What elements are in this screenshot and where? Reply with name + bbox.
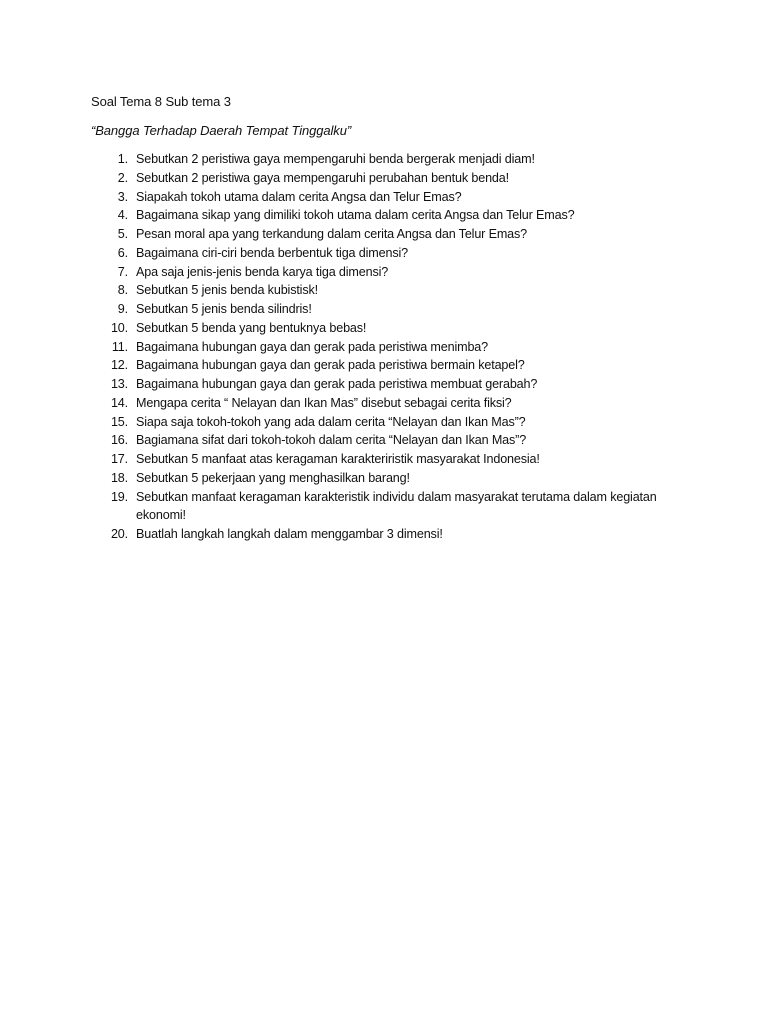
question-text: Buatlah langkah langkah dalam menggambar 3 dimensi! [136, 527, 443, 541]
question-number: 1. [117, 152, 128, 166]
question-text: Bagiamana sifat dari tokoh-tokoh dalam cerita “Nelayan dan Ikan Mas”? [136, 433, 527, 448]
question-text: Sebutkan manfaat keragaman karakteristik individu dalam masyarakat terutama dalam kegiatan ekonomi! [136, 489, 657, 523]
question-item [0, 413, 768, 432]
question-text: Sebutkan 5 jenis benda kubistisk! [136, 283, 318, 298]
question-text: Bagaimana sikap yang dimiliki tokoh utama dalam cerita Angsa dan Telur Emas? [136, 208, 575, 223]
question-number: 13. [110, 377, 128, 391]
question-item [0, 394, 768, 413]
question-item [0, 431, 768, 450]
question-number: 12. [110, 358, 128, 373]
question-text: Siapakah tokoh utama dalam cerita Angsa dan Telur Emas? [136, 189, 462, 204]
question-list [0, 150, 768, 544]
question-text: Sebutkan 5 benda yang bentuknya bebas! [136, 320, 367, 335]
question-item [0, 188, 768, 207]
question-number: 4. [117, 208, 128, 223]
question-text: Bagaimana hubungan gaya dan gerak pada peristiwa membuat gerabah? [136, 377, 538, 391]
question-item [0, 319, 768, 338]
question-item [0, 469, 768, 488]
question-number: 15. [110, 414, 128, 429]
question-number: 18. [110, 470, 128, 485]
question-item [0, 263, 768, 282]
question-text: Sebutkan 2 peristiwa gaya mempengaruhi benda bergerak menjadi diam! [136, 152, 535, 166]
question-number: 2. [117, 170, 128, 185]
question-text: Sebutkan 5 manfaat atas keragaman karakteriristik masyarakat Indonesia! [136, 452, 540, 466]
question-text: Bagaimana hubungan gaya dan gerak pada peristiwa bermain ketapel? [136, 358, 525, 373]
question-item [0, 450, 768, 469]
question-item [0, 169, 768, 188]
question-number: 20. [110, 527, 128, 541]
question-number: 7. [117, 264, 128, 279]
question-text: Mengapa cerita “ Nelayan dan Ikan Mas” disebut sebagai cerita fiksi? [136, 395, 512, 410]
question-item [0, 300, 768, 319]
question-number: 16. [110, 433, 128, 448]
question-number: 10. [110, 320, 128, 335]
question-item [0, 225, 768, 244]
question-item [0, 281, 768, 300]
question-number: 3. [117, 189, 128, 204]
question-item [0, 525, 768, 544]
question-text: Apa saja jenis-jenis benda karya tiga dimensi? [136, 264, 389, 279]
question-number: 17. [110, 452, 128, 466]
question-text: Bagaimana hubungan gaya dan gerak pada peristiwa menimba? [136, 339, 489, 354]
question-number: 6. [117, 245, 128, 260]
question-number: 19. [110, 489, 128, 504]
question-item [0, 375, 768, 394]
question-text: Sebutkan 5 jenis benda silindris! [136, 302, 312, 316]
question-item [0, 338, 768, 357]
question-text: Sebutkan 5 pekerjaan yang menghasilkan barang! [136, 470, 410, 485]
question-number: 5. [117, 227, 128, 241]
page-title: Soal Tema 8 Sub tema 3 [91, 94, 231, 109]
question-text: Sebutkan 2 peristiwa gaya mempengaruhi perubahan bentuk benda! [136, 170, 509, 185]
question-item [0, 150, 768, 169]
question-item [0, 356, 768, 375]
question-item [0, 244, 768, 263]
question-text: Bagaimana ciri-ciri benda berbentuk tiga dimensi? [136, 245, 408, 260]
question-item [0, 206, 768, 225]
question-number: 11. [111, 339, 128, 354]
question-number: 14. [110, 395, 128, 410]
question-item [0, 488, 768, 526]
question-number: 8. [117, 283, 128, 298]
question-text: Pesan moral apa yang terkandung dalam cerita Angsa dan Telur Emas? [136, 227, 528, 241]
question-number: 9. [117, 302, 128, 316]
page-subtitle: “Bangga Terhadap Daerah Tempat Tinggalku” [91, 123, 352, 138]
question-text: Siapa saja tokoh-tokoh yang ada dalam cerita “Nelayan dan Ikan Mas”? [136, 414, 526, 429]
